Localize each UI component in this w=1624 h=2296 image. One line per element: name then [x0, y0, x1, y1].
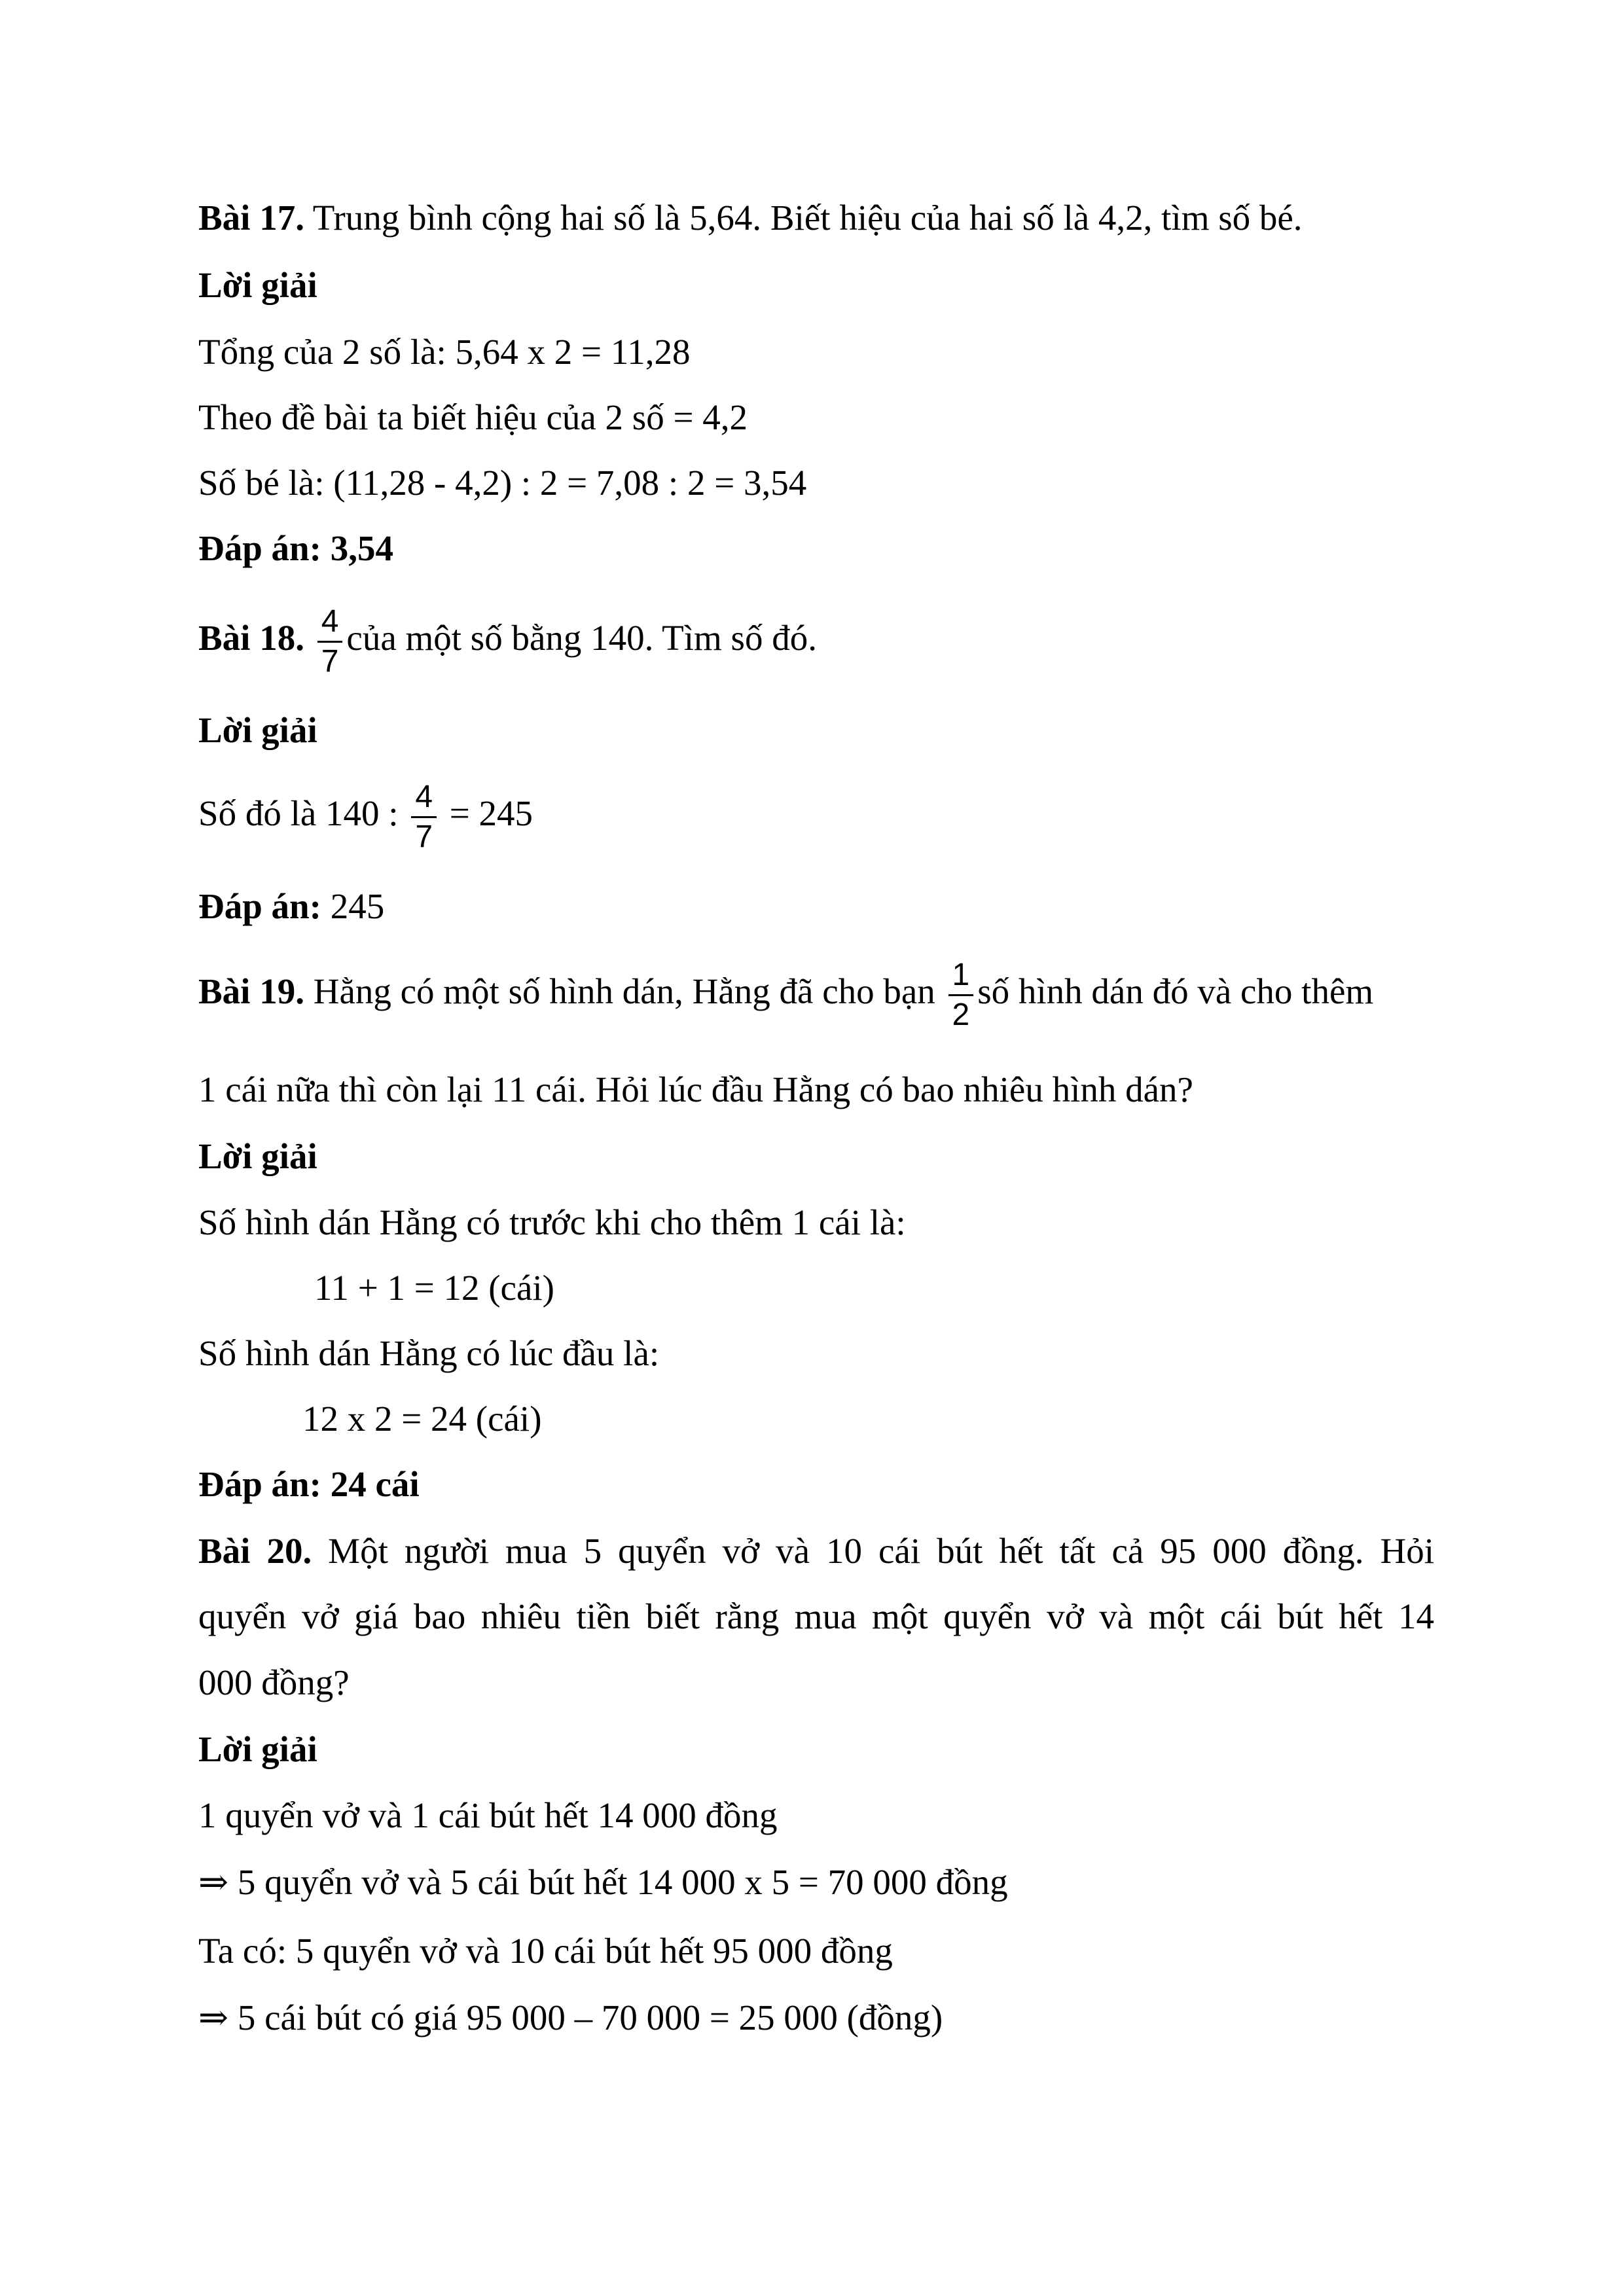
problem-17-line-3: Số bé là: (11,28 - 4,2) : 2 = 7,08 : 2 = 3,54 — [198, 463, 807, 503]
problem-18-answer-label: Đáp án: — [198, 886, 321, 926]
fraction-numerator: 4 — [411, 778, 437, 818]
problem-19-title: Bài 19. — [198, 971, 304, 1011]
problem-20-title: Bài 20. — [198, 1531, 312, 1571]
problem-17-answer: Đáp án: 3,54 — [198, 528, 393, 568]
problem-20-line-2: ⇒ 5 quyển vở và 5 cái bút hết 14 000 x 5 = 70 000 đồng — [198, 1862, 1008, 1902]
problem-19-line-2: 11 + 1 = 12 (cái) — [314, 1268, 554, 1308]
problem-18-line-prefix: Số đó là 140 : — [198, 793, 399, 833]
problem-17-text: Trung bình cộng hai số là 5,64. Biết hiệu của hai số là 4,2, tìm số bé. — [304, 198, 1303, 238]
fraction-numerator: 4 — [317, 603, 343, 643]
problem-18-line-1 — [198, 771, 533, 856]
fraction-denominator: 2 — [952, 997, 970, 1032]
problem-19-line-3: Số hình dán Hằng có lúc đầu là: — [198, 1333, 660, 1373]
problem-18-answer — [198, 885, 384, 928]
problem-18-title: Bài 18. — [198, 618, 304, 658]
problem-19-fraction — [948, 956, 974, 1034]
problem-19-line-1: Số hình dán Hằng có trước khi cho thêm 1 cái là: — [198, 1202, 906, 1242]
problem-17-title: Bài 17. — [198, 198, 304, 238]
problem-20-line-1: 1 quyển vở và 1 cái bút hết 14 000 đồng — [198, 1795, 778, 1835]
problem-19-solution-heading: Lời giải — [198, 1136, 317, 1176]
problem-18-text: của một số bằng 140. Tìm số đó. — [346, 618, 817, 658]
problem-18-question — [198, 596, 817, 681]
problem-19-line-4: 12 x 2 = 24 (cái) — [302, 1399, 542, 1439]
problem-17-solution-heading: Lời giải — [198, 265, 317, 305]
problem-19-text-part1: Hằng có một số hình dán, Hằng đã cho bạn — [304, 971, 935, 1011]
problem-19-question — [198, 949, 1373, 1034]
problem-18-line-suffix: = 245 — [449, 793, 533, 833]
problem-20-line-3: Ta có: 5 quyển vở và 10 cái bút hết 95 000 đồng — [198, 1931, 893, 1971]
problem-18-solution-heading: Lời giải — [198, 710, 317, 750]
problem-18-fraction — [317, 603, 343, 681]
problem-17-line-1: Tổng của 2 số là: 5,64 x 2 = 11,28 — [198, 332, 691, 372]
problem-17-line-2: Theo đề bài ta biết hiệu của 2 số = 4,2 — [198, 397, 748, 437]
problem-19-question-line-2: 1 cái nữa thì còn lại 11 cái. Hỏi lúc đầu Hằng có bao nhiêu hình dán? — [198, 1069, 1193, 1109]
problem-20-question-line-1 — [198, 1530, 1434, 1573]
fraction-numerator: 1 — [948, 956, 974, 996]
problem-18-line-fraction — [411, 778, 437, 856]
problem-20-question-line-3: 000 đồng? — [198, 1662, 350, 1702]
fraction-denominator: 7 — [321, 643, 339, 679]
problem-20-solution-heading: Lời giải — [198, 1729, 317, 1769]
problem-20-text-1: Một người mua 5 quyển vở và 10 cái bút hết tất cả 95 000 đồng. Hỏi — [312, 1531, 1434, 1571]
problem-18-answer-value: 245 — [321, 886, 385, 926]
problem-20-question-line-2: quyển vở giá bao nhiêu tiền biết rằng mua một quyển vở và một cái bút hết 14 — [198, 1596, 1434, 1636]
fraction-denominator: 7 — [415, 819, 433, 854]
problem-17-question — [198, 196, 1303, 240]
problem-19-text-part2: số hình dán đó và cho thêm — [977, 971, 1374, 1011]
problem-19-answer: Đáp án: 24 cái — [198, 1464, 420, 1504]
problem-20-line-4: ⇒ 5 cái bút có giá 95 000 – 70 000 = 25 000 (đồng) — [198, 1998, 943, 2037]
